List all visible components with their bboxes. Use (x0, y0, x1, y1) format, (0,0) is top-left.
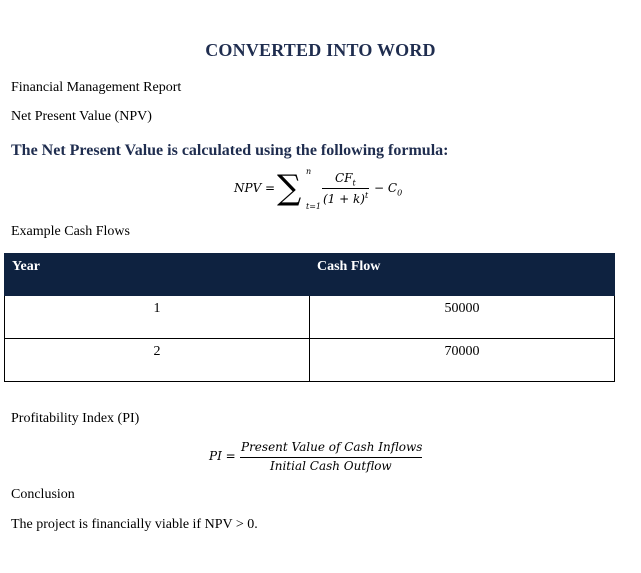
cash-flow-table (4, 253, 615, 382)
npv-formula-sum-lower: t=1 (306, 202, 322, 211)
table-cell-year: 1 (5, 296, 310, 339)
pi-fraction-bar (240, 457, 422, 458)
pi-formula-denominator: Initial Cash Outflow (270, 459, 392, 473)
npv-formula-denominator: $(1 + k)^t$ (323, 191, 369, 206)
pi-label: Profitability Index (PI) (11, 411, 140, 426)
npv-label: Net Present Value (NPV) (11, 109, 152, 124)
formula-heading: The Net Present Value is calculated using the following formula: (11, 142, 449, 159)
table-header-year: Year (5, 254, 310, 296)
npv-formula-sum-upper: n (306, 167, 312, 176)
table-cell-cash-flow: 70000 (310, 339, 615, 382)
npv-formula-lhs: NPV = (234, 181, 276, 195)
pi-formula-lhs: PI = (209, 449, 236, 463)
conclusion-label: Conclusion (11, 487, 75, 502)
table-header-row (5, 254, 615, 296)
document-title: CONVERTED INTO WORD (205, 40, 436, 60)
npv-formula-minus: − $C_0$ (374, 181, 403, 198)
pi-formula-numerator: Present Value of Cash Inflows (241, 440, 423, 454)
npv-formula-numerator: $CF_t$ (335, 171, 356, 188)
report-title: Financial Management Report (11, 80, 182, 95)
cash-flows-label: Example Cash Flows (11, 224, 130, 239)
npv-fraction-bar (322, 188, 369, 189)
table-header-cash-flow: Cash Flow (310, 254, 615, 296)
table-cell-cash-flow: 50000 (310, 296, 615, 339)
table-cell-year: 2 (5, 339, 310, 382)
table-row (5, 296, 615, 339)
table-row (5, 339, 615, 382)
summation-icon: ∑ (277, 168, 302, 208)
conclusion-text: The project is financially viable if NPV > 0. (11, 517, 258, 532)
